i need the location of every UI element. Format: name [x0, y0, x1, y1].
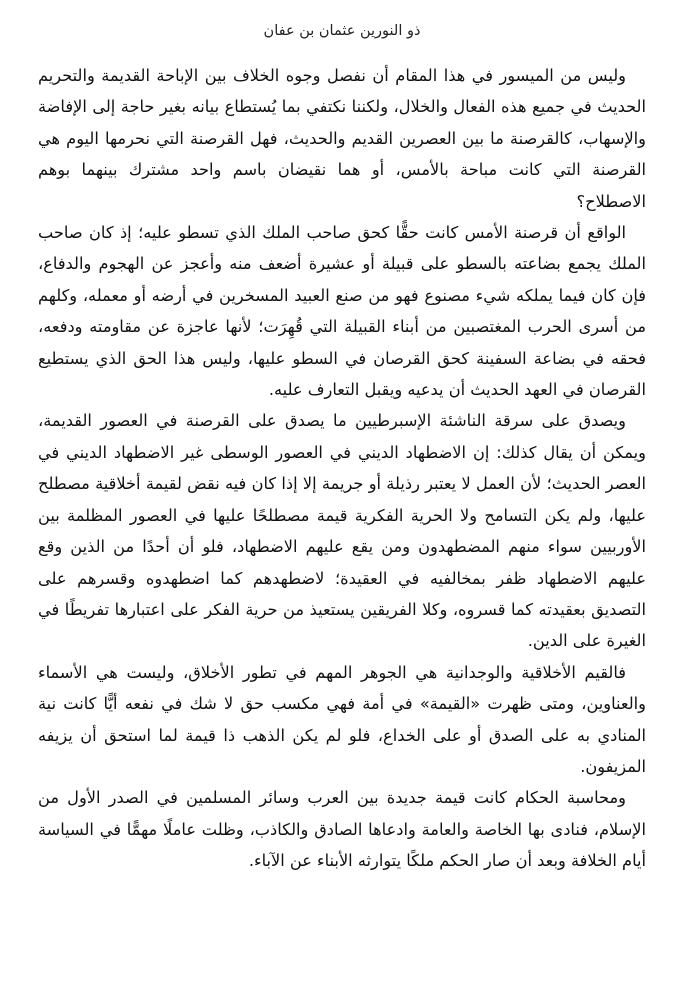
paragraph-religious-persecution: ويصدق على سرقة الناشئة الإسبرطيين ما يصدق على القرصنة في العصور القديمة، ويمكن أن يقال كذلك: إن الاضطهاد الديني في العصور الوسطى غير الاضطهاد الديني في العصر الحديث؛ لأن العمل لا يعتبر رذيلة أو جريمة إلا إذا كان فيه نقض لقيمة أخلاقية مصطلح عليها، ولم يكن التسامح ولا الحرية الفكرية قيمة مصطلحًا عليها في العصور المظلمة بين الأوربيين سواء منهم المضطهدون ومن يقع عليهم الاضطهاد، فلو أن أحدًا من الذين وقع عليهم الاضطهاد ظفر بمخالفيه في العقيدة؛ لاضطهدهم كما اضطهدوه وقسرهم على التصديق بعقيدته كما قسروه، وكلا الفريقين يستعيذ من حرية الفكر على اعتبارها تفريطًا في الغيرة على الدين.	[38, 411, 646, 651]
paragraph-piracy-reality: الواقع أن قرصنة الأمس كانت حقًّا كحق صاحب الملك الذي تسطو عليه؛ إذ كان صاحب الملك يجمع بضاعته بالسطو على قبيلة أو عشيرة أضعف منه وأعجز عن الهجوم والدفاع، فإن كان فيما يملكه شيء مصنوع فهو من صنع العبيد المسخرين في أرضه أو معمله، وكلهم من أسرى الحرب المغتصبين من أبناء القبيلة التي قُهِرَت؛ لأنها عاجزة عن مقاومته ودفعه، فحقه في بضاعة السفينة كحق القرصان في السطو عليها، وليس هذا الحق الذي يستطيع القرصان في العهد الحديث أن يدعيه ويقبل التعارف عليه.	[38, 223, 646, 400]
body-text	[38, 60, 646, 877]
paragraph-moral-values: فالقيم الأخلاقية والوجدانية هي الجوهر المهم في تطور الأخلاق، وليست هي الأسماء والعناوين، ومتى ظهرت «القيمة» في أمة فهي مكسب حق لا شك في نفعه أيًّا كانت نية المنادي به على الصدق أو على الخداع، فلو لم يكن الذهب ذا قيمة لما استحق أن يزيفه المزيفون.	[38, 662, 646, 776]
running-header: ذو النورين عثمان بن عفان	[263, 23, 421, 39]
paragraph-piracy-intro: وليس من الميسور في هذا المقام أن نفصل وجوه الخلاف بين الإباحة القديمة والتحريم الحديث في جميع هذه الفعال والخلال، ولكننا نكتفي بما يُستطاع بيانه بغير حاجة إلى الإفاضة والإسهاب، كالقرصنة ما بين العصرين القديم والحديث، فهل القرصنة التي نحرمها اليوم هي القرصنة التي كانت مباحة بالأمس، أو هما نقيضان باسم واحد مشترك بينهما بوهم الاصطلاح؟	[38, 66, 646, 211]
paragraph-accountability-of-rulers: ومحاسبة الحكام كانت قيمة جديدة بين العرب وسائر المسلمين في الصدر الأول من الإسلام، فنادى بها الخاصة والعامة وادعاها الصادق والكاذب، وظلت عاملًا مهمًّا في السياسة أيام الخلافة وبعد أن صار الحكم ملكًا يتوارثه الأبناء عن الآباء.	[38, 788, 646, 871]
